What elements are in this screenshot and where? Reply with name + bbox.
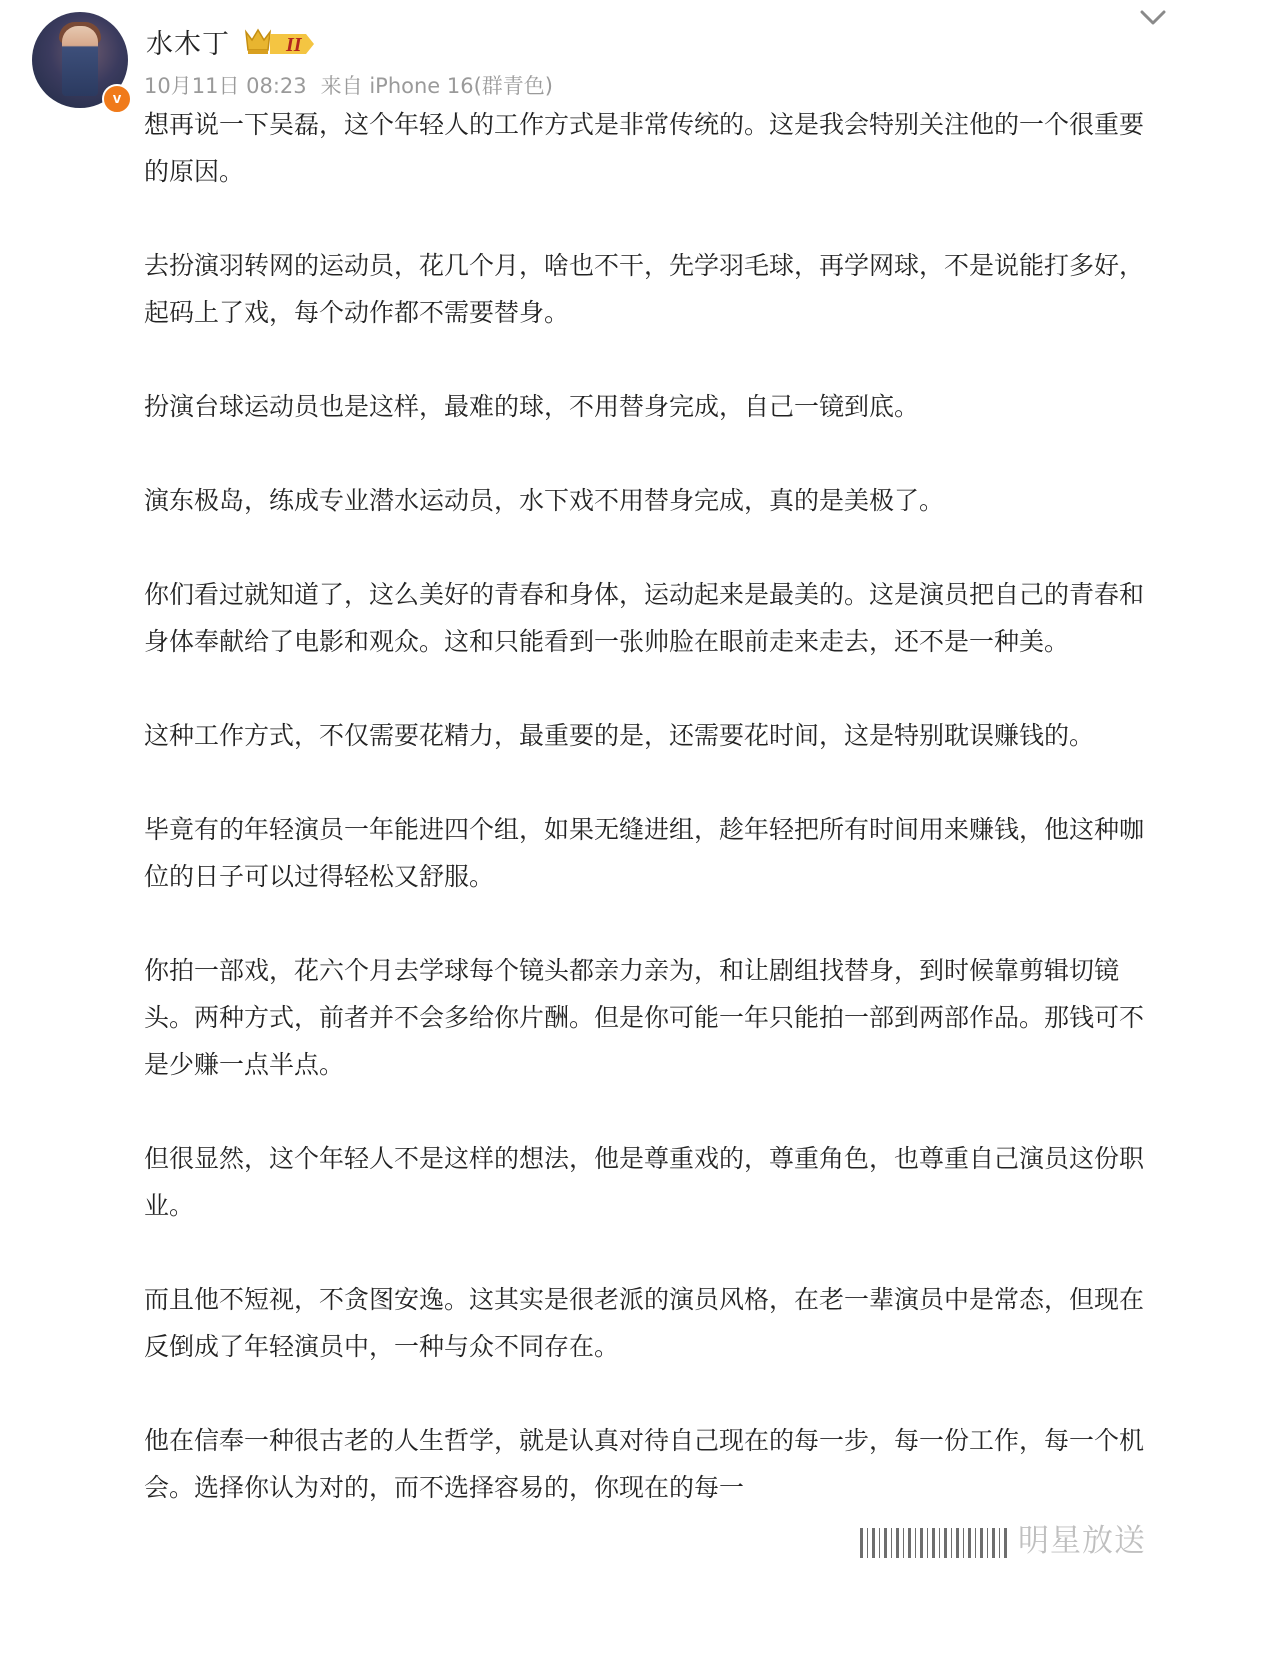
author-name[interactable]: 水木丁: [146, 29, 230, 60]
post-meta: [144, 70, 553, 100]
watermark-text: 明星放送: [1018, 1523, 1146, 1559]
paragraph: 扮演台球运动员也是这样，最难的球，不用替身完成，自己一镜到底。: [144, 392, 920, 421]
paragraph: 想再说一下吴磊，这个年轻人的工作方式是非常传统的。这是我会特别关注他的一个很重要的原因。: [144, 110, 1145, 186]
chevron-down-icon[interactable]: [1138, 6, 1168, 28]
paragraph: 演东极岛，练成专业潜水运动员，水下戏不用替身完成，真的是美极了。: [144, 486, 945, 515]
paragraph: 他在信奉一种很古老的人生哲学，就是认真对待自己现在的每一步，每一份工作，每一个机会。选择你认为对的，而不选择容易的，你现在的每一: [144, 1426, 1145, 1502]
paragraph: 这种工作方式，不仅需要花精力，最重要的是，还需要花时间，这是特别耽误赚钱的。: [144, 721, 1095, 750]
post-date[interactable]: 10月11日 08:23: [144, 74, 307, 98]
paragraph: 但很显然，这个年轻人不是这样的想法，他是尊重戏的，尊重角色，也尊重自己演员这份职业。: [144, 1144, 1145, 1220]
avatar-figure: [62, 26, 98, 96]
member-level-text: II: [286, 34, 302, 56]
paragraph: 毕竟有的年轻演员一年能进四个组，如果无缝进组，趁年轻把所有时间用来赚钱，他这种咖位的日子可以过得轻松又舒服。: [144, 815, 1145, 891]
post-source: 来自 iPhone 16(群青色): [320, 74, 553, 98]
watermark: [860, 1515, 1146, 1560]
verified-icon: v: [102, 84, 132, 114]
paragraph: 你拍一部戏，花六个月去学球每个镜头都亲力亲为，和让剧组找替身，到时候靠剪辑切镜头。两种方式，前者并不会多给你片酬。但是你可能一年只能拍一部到两部作品。那钱可不是少赚一点半点。: [144, 956, 1145, 1079]
post-body: [144, 101, 1154, 1511]
crown-member-icon[interactable]: [242, 24, 316, 58]
paragraph: 而且他不短视，不贪图安逸。这其实是很老派的演员风格，在老一辈演员中是常态，但现在反倒成了年轻演员中，一种与众不同存在。: [144, 1285, 1145, 1361]
paragraph: 你们看过就知道了，这么美好的青春和身体，运动起来是最美的。这是演员把自己的青春和身体奉献给了电影和观众。这和只能看到一张帅脸在眼前走来走去，还不是一种美。: [144, 580, 1145, 656]
barcode-graphic: [860, 1528, 1010, 1558]
paragraph: 去扮演羽转网的运动员，花几个月，啥也不干，先学羽毛球，再学网球，不是说能打多好，起码上了戏，每个动作都不需要替身。: [144, 251, 1145, 327]
